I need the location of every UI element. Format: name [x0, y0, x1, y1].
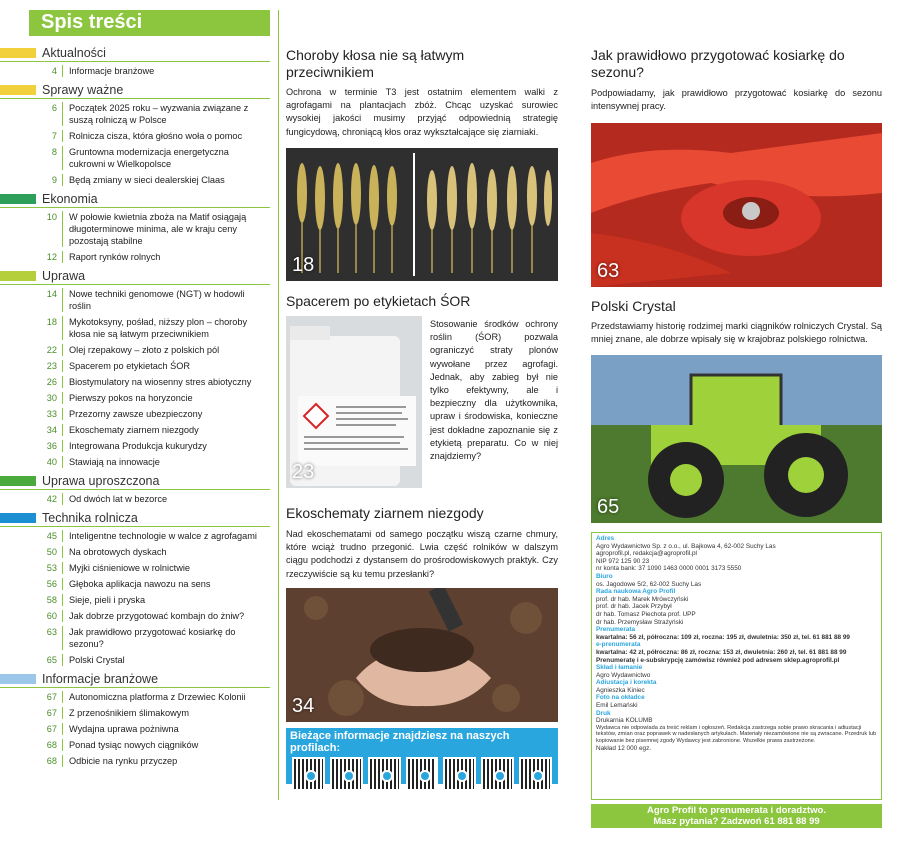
- imprint-heading: Prenumerata: [596, 626, 636, 634]
- article-lead-choroby: Ochrona w terminie T3 jest ostatnim elementem walki z agrofagami na plantacjach zbóż. Chcąc uzyskać surowiec wysokiej jakości musimy przyjąć odpowiednią strategię fungicydową, chroniącą kłos oraz wykształcające się ziarniaki.: [286, 87, 558, 137]
- toc-item[interactable]: [0, 251, 270, 263]
- pesticide-label-photo[interactable]: [286, 316, 422, 488]
- section-color-bar: [0, 271, 36, 281]
- toc-page-number: 30: [0, 392, 63, 404]
- toc-item-title: Będą zmiany w sieci dealerskiej Claas: [69, 175, 225, 185]
- toc-item[interactable]: [0, 211, 270, 247]
- toc-item[interactable]: [0, 654, 270, 666]
- toc-section-heading: [0, 267, 270, 285]
- toc-item-title: Raport rynków rolnych: [69, 252, 161, 262]
- toc-page-number: 14: [0, 288, 63, 312]
- toc-item[interactable]: [0, 610, 270, 622]
- toc-item[interactable]: [0, 626, 270, 650]
- toc-item-title: Od dwóch lat w bezorce: [69, 494, 168, 504]
- toc-page-number: 12: [0, 251, 63, 263]
- page-number-badge: 65: [597, 496, 620, 518]
- imprint-text: kwartalna: 56 zł, półroczna: 109 zł, roczna: 195 zł, dwuletnia: 350 zł, tel. 61 881 88 99: [596, 633, 850, 641]
- toc-item[interactable]: [0, 360, 270, 372]
- contact-banner: [591, 804, 882, 828]
- toc-item-title: Biostymulatory na wiosenny stres abiotyczny: [69, 377, 252, 387]
- toc-item[interactable]: [0, 344, 270, 356]
- toc-item[interactable]: [0, 146, 270, 170]
- article-title-crystal[interactable]: Polski Crystal: [591, 298, 676, 314]
- spotify-icon[interactable]: [519, 757, 552, 791]
- youtube-icon[interactable]: [406, 757, 439, 791]
- toc-item-title: Jak dobrze przygotować kombajn do żniw?: [69, 611, 245, 621]
- toc-item[interactable]: [0, 707, 270, 719]
- toc-section-heading: [0, 472, 270, 490]
- imprint-text: dr hab. Tomasz Piechota prof. UPP: [596, 610, 696, 618]
- toc-item-title: Pierwszy pokos na horyzoncie: [69, 393, 193, 403]
- toc-item[interactable]: [0, 288, 270, 312]
- toc-item[interactable]: [0, 392, 270, 404]
- article-lead-crystal: Przedstawiamy historię rodzimej marki ciągników rolniczych Crystal. Są mniej znane, ale dobrze wpisały się w krajobraz polskiego rolnictwa.: [591, 321, 882, 345]
- imprint-heading: Rada naukowa Agro Profil: [596, 588, 676, 596]
- section-color-bar: [0, 194, 36, 204]
- toc-item-title: Jak prawidłowo przygotować kosiarkę do sezonu?: [69, 627, 236, 649]
- toc-item-title: Autonomiczna platforma z Drzewiec Kolonii: [69, 692, 246, 702]
- imprint-text: Emil Lemański: [596, 702, 638, 710]
- imprint-heading: Adres: [596, 535, 615, 542]
- toc-section-title: Ekonomia: [42, 191, 98, 206]
- toc-item-title: Nowe techniki genomowe (NGT) w hodowli roślin: [69, 289, 245, 311]
- toc-page-number: 65: [0, 654, 63, 666]
- toc-item[interactable]: [0, 578, 270, 590]
- toc-item-title: Spacerem po etykietach ŚOR: [69, 361, 191, 371]
- toc-page-number: 68: [0, 755, 63, 767]
- imprint-heading: Skład i łamanie: [596, 664, 643, 672]
- toc-item[interactable]: [0, 493, 270, 505]
- toc-section-title: Technika rolnicza: [42, 510, 138, 525]
- imprint-text[interactable]: Prenumeratę i e-subskrypcję zamówisz również pod adresem sklep.agroprofil.pl: [596, 656, 840, 664]
- toc-section: [0, 670, 270, 767]
- toc-item[interactable]: [0, 316, 270, 340]
- toc-page-number: 50: [0, 546, 63, 558]
- article-title-spacerem[interactable]: Spacerem po etykietach ŚOR: [286, 293, 471, 309]
- toc-item[interactable]: [0, 594, 270, 606]
- toc-item-title: Myjki ciśnieniowe w rolnictwie: [69, 563, 191, 573]
- toc-page-number: 22: [0, 344, 63, 356]
- toc-page-number: 53: [0, 562, 63, 574]
- toc-page-number: 33: [0, 408, 63, 420]
- toc-page-number: 42: [0, 493, 63, 505]
- toc-section: [0, 81, 270, 186]
- toc-page-number: 8: [0, 146, 63, 170]
- toc-item-title: Z przenośnikiem ślimakowym: [69, 708, 189, 718]
- wheat-ears-photo[interactable]: [286, 148, 558, 281]
- imprint-text: prof. dr hab. Jacek Przybył: [596, 603, 672, 611]
- toc-item[interactable]: [0, 739, 270, 751]
- x-icon[interactable]: [330, 757, 363, 791]
- imprint-heading: Druk: [596, 709, 611, 717]
- toc-page-number: 67: [0, 707, 63, 719]
- imprint-text: kwartalna: 42 zł, półroczna: 86 zł, roczna: 153 zł, dwuletnia: 260 zł, tel. 61 881 88 99: [596, 648, 847, 656]
- imprint-heading: e-prenumerata: [596, 641, 641, 649]
- social-label: Bieżące informacje znajdziesz na naszych profilach:: [290, 730, 510, 754]
- toc-page-number: 45: [0, 530, 63, 542]
- toc-section-title: Aktualności: [42, 45, 106, 60]
- toc-item[interactable]: [0, 691, 270, 703]
- toc-item[interactable]: [0, 408, 270, 420]
- toc-page-number: 10: [0, 211, 63, 247]
- section-color-bar: [0, 674, 36, 684]
- toc-item-title: Gruntowna modernizacja energetyczna cukrowni w Wielkopolsce: [69, 147, 229, 169]
- toc-item[interactable]: [0, 424, 270, 436]
- page-number-badge: 34: [292, 695, 315, 717]
- toc-section-heading: [0, 81, 270, 99]
- toc-item[interactable]: [0, 130, 270, 142]
- toc-item-title: Początek 2025 roku – wyzwania związane z suszą rolniczą w Polsce: [69, 103, 249, 125]
- page-number-badge: 23: [292, 461, 315, 483]
- toc-page-number: 40: [0, 456, 63, 468]
- toc-item[interactable]: [0, 376, 270, 388]
- toc-page-number: 6: [0, 102, 63, 126]
- toc-item-title: Ponad tysiąc nowych ciągników: [69, 740, 199, 750]
- imprint-text: Agro Wydawnictwo: [596, 671, 651, 679]
- article-title-ekoschematy[interactable]: Ekoschematy ziarnem niezgody: [286, 505, 484, 521]
- toc-item[interactable]: [0, 456, 270, 468]
- article-lead-spacerem: Stosowanie środków ochrony roślin (ŚOR) pozwala ograniczyć straty plonów wywołane przez agrofagi. Jednak, aby zabieg był nie tylko efektywny, ale i bezpieczny dla użytkownika, upraw i środowiska, konieczne jest dokładne zapoznanie się z etykietą preparatu. Co w niej znajdziemy?: [430, 319, 558, 462]
- article-title-kosiarka[interactable]: Jak prawidłowo przygotować kosiarkę do sezonu?: [591, 47, 845, 80]
- toc-section-title: Informacje branżowe: [42, 671, 159, 686]
- contact-phone[interactable]: Masz pytania? Zadzwoń 61 881 88 99: [653, 816, 820, 827]
- toc-item[interactable]: [0, 174, 270, 186]
- toc-page-number: 34: [0, 424, 63, 436]
- toc-section-heading: [0, 670, 270, 688]
- toc-item[interactable]: [0, 102, 270, 126]
- section-color-bar: [0, 85, 36, 95]
- imprint-heading: Adiustacja i korekta: [596, 679, 657, 687]
- article-lead-kosiarka: Podpowiadamy, jak prawidłowo przygotować kosiarkę do sezonu intensywnej pracy.: [591, 88, 882, 112]
- toc-page-number: 56: [0, 578, 63, 590]
- toc-item[interactable]: [0, 530, 270, 542]
- toc-page-number: 23: [0, 360, 63, 372]
- toc-item-title: Inteligentne technologie w walce z agrofagami: [69, 531, 257, 541]
- toc-item-title: Olej rzepakowy – złoto z polskich pól: [69, 345, 220, 355]
- toc-item-title: Informacje branżowe: [69, 66, 155, 76]
- toc-page-number: 36: [0, 440, 63, 452]
- toc-section: [0, 44, 270, 77]
- toc-page-number: 60: [0, 610, 63, 622]
- imprint-text: os. Jagodowe 5/2, 62-002 Suchy Las: [596, 580, 702, 588]
- article-lead-ekoschematy: Nad ekoschematami od samego początku wiszą czarne chmury, które wciąż trudno przegonić. Lwia część rolników w dalszym ciągu podchodzi z dystansem do prośrodowiskowych praktyk. Czy rzeczywiście są ku temu przesłanki?: [286, 529, 558, 579]
- toc-page-number: 7: [0, 130, 63, 142]
- toc-item-title: Rolnicza cisza, która głośno woła o pomoc: [69, 131, 243, 141]
- imprint-text: prof. dr hab. Marek Mrówczyński: [596, 595, 689, 603]
- toc-item[interactable]: [0, 562, 270, 574]
- toc-title: Spis treści: [29, 10, 270, 36]
- toc-item-title: Mykotoksyny, pośład, niższy plon – choroby kłosa nie są łatwym przeciwnikiem: [69, 317, 248, 339]
- instagram-icon[interactable]: [368, 757, 401, 791]
- toc-page-number: 67: [0, 723, 63, 735]
- toc-section: [0, 509, 270, 666]
- toc-page-number: 58: [0, 594, 63, 606]
- toc-page-number: 63: [0, 626, 63, 650]
- section-color-bar: [0, 513, 36, 523]
- toc-section: [0, 267, 270, 468]
- toc-item[interactable]: [0, 65, 270, 77]
- toc-page-number: 4: [0, 65, 63, 77]
- toc-section-heading: [0, 44, 270, 62]
- page-number-badge: 18: [292, 254, 315, 276]
- imprint-note: Wydawca nie odpowiada za treść reklam i ogłoszeń. Redakcja zastrzega sobie prawo skracania i adiustacji tekstów, zmian oraz poprawek w nadesłanych artykułach. Materiały niezamówione nie są zwracane. Przedruk lub kopiowanie bez pisemnej zgody Wydawcy jest zabronione. Wszelkie prawa zastrzeżone.: [596, 724, 877, 745]
- mower-photo[interactable]: [591, 123, 882, 287]
- toc-section-title: Uprawa uproszczona: [42, 473, 160, 488]
- toc-item-title: Na obrotowych dyskach: [69, 547, 167, 557]
- imprint-text: dr hab. Przemysław Strażyński: [596, 618, 684, 626]
- section-color-bar: [0, 48, 36, 58]
- toc-section-heading: [0, 190, 270, 208]
- imprint-text: Drukarnia KOLUMB: [596, 717, 653, 725]
- table-of-contents: [0, 40, 270, 771]
- crystal-tractor-photo[interactable]: [591, 355, 882, 523]
- imprint-text[interactable]: agroprofil.pl, redakcja@agroprofil.pl: [596, 550, 697, 558]
- linkedin-icon[interactable]: [443, 757, 476, 791]
- toc-item-title: Odbicie na rynku przyczep: [69, 756, 178, 766]
- toc-item-title: Wydajna uprawa pożniwna: [69, 724, 179, 734]
- toc-section-heading: [0, 509, 270, 527]
- soil-in-hands-photo[interactable]: [286, 588, 558, 722]
- facebook-icon[interactable]: [292, 757, 325, 791]
- column-divider: [278, 10, 279, 800]
- toc-item-title: W połowie kwietnia zboża na Matif osiągają długoterminowe minima, ale w kraju ceny pozostają stabilne: [69, 212, 247, 246]
- imprint-text: Nakład 12 000 egz.: [596, 744, 652, 752]
- social-profiles-banner: [286, 728, 558, 784]
- imprint-text: nr konta bank: 37 1090 1463 0000 0001 3173 5550: [596, 565, 742, 573]
- toc-item-title: Stawiają na innowacje: [69, 457, 160, 467]
- toc-item-title: Ekoschematy ziarnem niezgody: [69, 425, 199, 435]
- toc-item-title: Integrowana Produkcja kukurydzy: [69, 441, 207, 451]
- toc-item[interactable]: [0, 546, 270, 558]
- page-number-badge: 63: [597, 260, 620, 282]
- toc-page-number: 9: [0, 174, 63, 186]
- toc-page-number: 67: [0, 691, 63, 703]
- toc-page-number: 68: [0, 739, 63, 751]
- contact-line: Agro Profil to prenumerata i doradztwo.: [647, 805, 826, 816]
- tiktok-icon[interactable]: [481, 757, 514, 791]
- imprint-text: Agnieszka Kiniec: [596, 686, 645, 694]
- toc-item[interactable]: [0, 440, 270, 452]
- imprint-text: NIP 972 125 90 23: [596, 557, 650, 565]
- toc-item[interactable]: [0, 723, 270, 735]
- toc-item-title: Głęboka aplikacja nawozu na sens: [69, 579, 211, 589]
- toc-item[interactable]: [0, 755, 270, 767]
- article-title-choroby[interactable]: Choroby kłosa nie są łatwym przeciwnikiem: [286, 47, 465, 80]
- toc-section: [0, 472, 270, 505]
- toc-item-title: Przezorny zawsze ubezpieczony: [69, 409, 203, 419]
- toc-page-number: 26: [0, 376, 63, 388]
- imprint-heading: Foto na okładce: [596, 694, 645, 702]
- toc-section-title: Uprawa: [42, 268, 86, 283]
- toc-item-title: Polski Crystal: [69, 655, 125, 665]
- imprint-box: [591, 532, 882, 800]
- imprint-text: Agro Wydawnictwo Sp. z o.o., ul. Bajkowa 4, 62-002 Suchy Las: [596, 542, 776, 550]
- toc-item-title: Sieje, pieli i pryska: [69, 595, 146, 605]
- section-color-bar: [0, 476, 36, 486]
- toc-section-title: Sprawy ważne: [42, 82, 124, 97]
- toc-section: [0, 190, 270, 263]
- toc-page-number: 18: [0, 316, 63, 340]
- imprint-heading: Biuro: [596, 572, 613, 580]
